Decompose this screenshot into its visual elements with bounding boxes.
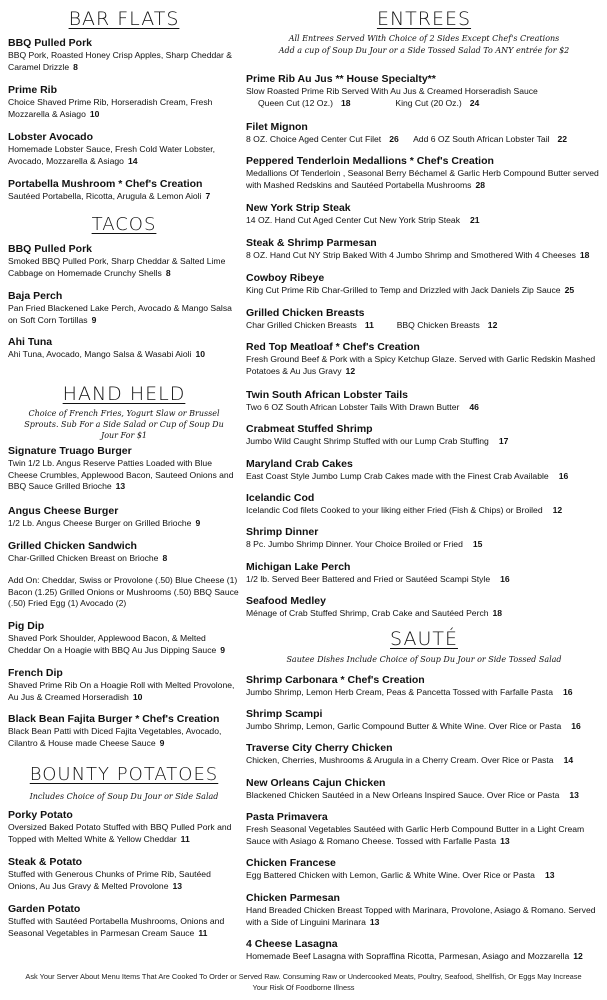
menu-item [246,155,602,191]
item-price: 10 [132,691,143,702]
menu-item [8,667,240,703]
saute-title: SAUTÉ [390,628,458,650]
saute-note: Sautee Dishes Include Choice of Soup Du Jour or Side Tossed Salad [286,655,562,664]
item-name: Peppered Tenderloin Medallions * Chef's Creation [246,155,494,167]
item-price: 9 [220,644,226,655]
item-name: Shrimp Dinner [246,526,319,538]
menu-item [246,389,602,414]
menu-item [246,708,602,733]
item-name: Chicken Francese [246,857,336,869]
menu-item [8,540,240,565]
item-desc: Shaved Pork Shoulder, Applewood Bacon, & Melted Cheddar On a Hoagie with BBQ Au Jus Dipping Sauce [8,633,217,655]
item-desc: 14 OZ. Hand Cut Aged Center Cut New York Strip Steak [246,215,460,225]
menu-item [8,243,240,279]
option-price: 11 [364,320,374,330]
menu-item [246,73,602,109]
menu-item [8,84,240,120]
item-desc: East Coast Style Jumbo Lump Crab Cakes made with the Finest Crab Available [246,471,549,481]
item-name: Signature Truago Burger [8,445,132,457]
item-desc: Shaved Prime Rib On a Hoagie Roll with Melted Provolone, Au Jus & Creamed Horseradish [8,680,235,702]
tacos-title: TACOS [91,214,157,235]
menu-item [246,674,602,699]
item-price: 10 [195,349,206,359]
item-name: Maryland Crab Cakes [246,458,353,470]
menu-item [246,492,602,517]
item-price: 10 [89,108,100,119]
item-price: 14 [127,155,138,166]
item-price: 25 [564,285,575,295]
item-price: 7 [205,191,211,201]
item-name: Shrimp Scampi [246,708,323,720]
item-name: Porky Potato [8,809,73,821]
item-name: Cowboy Ribeye [246,272,325,284]
item-name: Michigan Lake Perch [246,561,351,573]
item-price: 16 [562,687,573,697]
menu-item [246,811,602,847]
option-label: Add 6 OZ South African Lobster Tail [413,134,550,144]
item-desc: Stuffed with Sautéed Portabella Mushrooms, Onions and Seasonal Vegetables in Parmesan Cream Sauce [8,916,225,938]
item-price: 16 [571,721,581,731]
menu-item [8,505,240,530]
menu-item [246,892,602,928]
item-price: 16 [500,574,510,584]
item-desc: Jumbo Shrimp, Lemon Herb Cream, Peas & Pancetta Tossed with Farfalle Pasta [246,687,553,697]
item-price: 9 [195,518,201,528]
item-name: Pig Dip [8,620,45,632]
item-name: Seafood Medley [246,595,326,607]
item-name: Garden Potato [8,903,81,915]
menu-item [246,526,602,551]
menu-item [246,202,602,227]
item-desc: 8 OZ. Hand Cut NY Strip Baked With 4 Jumbo Shrimp and Smothered With 4 Cheeses [246,250,576,260]
option-price: 24 [469,97,480,108]
item-desc: Pan Fried Blackened Lake Perch, Avocado & Mango Salsa on Soft Corn Tortillas [8,303,232,325]
disclaimer-footer: Ask Your Server About Menu Items That Are Cooked To Order or Served Raw. Consuming Raw or Undercooked Meats, Poultry, Seafood, Shellfish, Or Eggs May Increase Your Risk Of Foodborne Illness [25,972,582,992]
item-name: Pasta Primavera [246,811,328,823]
item-name: New Orleans Cajun Chicken [246,777,386,789]
menu-item [246,423,602,448]
item-price: 9 [159,737,165,748]
menu-item [246,857,602,882]
item-desc: Hand Breaded Chicken Breast Topped with Marinara, Provolone, Asiago & Romano. Served with a Side of Linguini Marinara [246,905,596,927]
item-desc: Oversized Baked Potato Stuffed with BBQ Pulled Pork and Topped with Melted White & Yellow Cheddar [8,822,232,844]
item-desc: Stuffed with Generous Chunks of Prime Rib, Sautéed Onions, Au Jus Gravy & Melted Provolone [8,869,211,891]
item-price: 13 [369,916,380,927]
item-name: Black Bean Fajita Burger * Chef's Creation [8,713,220,725]
item-desc: BBQ Pork, Roasted Honey Crisp Apples, Sharp Cheddar & Caramel Drizzle [8,50,233,72]
item-price: 8 [73,61,78,72]
item-price: 8 [165,267,171,278]
item-desc: Choice Shaved Prime Rib, Horseradish Cream, Fresh Mozzarella & Asiago [8,97,213,119]
item-desc: Sautéed Portabella, Ricotta, Arugula & Lemon Aioli [8,191,202,201]
item-price: 16 [558,471,569,481]
item-price: 17 [498,436,509,446]
item-price: 18 [579,250,590,260]
bounty-potatoes-title: BOUNTY POTATOES [29,764,219,785]
item-desc: Ménage of Crab Stuffed Shrimp, Crab Cake and Sautéed Perch [246,608,489,618]
menu-item [8,809,240,845]
item-desc: 1/2 Lb. Angus Cheese Burger on Grilled Brioche [8,518,192,528]
item-name: 4 Cheese Lasagna [246,938,338,950]
item-name: Steak & Potato [8,856,83,868]
item-name: BBQ Pulled Pork [8,243,93,255]
item-price: 46 [469,402,479,412]
item-desc: Jumbo Wild Caught Shrimp Stuffed with our Lump Crab Stuffing [246,436,489,446]
item-price: 13 [500,835,510,846]
menu-item [246,458,602,483]
menu-item [8,290,240,326]
menu-item [246,237,602,262]
add-ons: Add On: Cheddar, Swiss or Provolone (.50) Blue Cheese (1) Bacon (1.25) Grilled Onions or Mushrooms (.50) BBQ Sauce (.50) Fried Egg (1) Avocado (2) [8,575,239,608]
option-label: King Cut (20 Oz.) [395,97,462,108]
item-name: Prime Rib Au Jus ** House Specialty** [246,73,436,85]
item-price: 11 [180,833,190,844]
item-price: 13 [115,481,126,491]
item-price: 21 [470,215,480,225]
hand-held-note: Choice of French Fries, Yogurt Slaw or Brussel Sprouts. Sub For a Side Salad or Cup of Soup Du Jour For $1 [24,409,224,440]
item-desc: Smoked BBQ Pulled Pork, Sharp Cheddar & Salted Lime Cabbage on Homemade Crunchy Shells [8,256,226,278]
item-price: 14 [563,755,574,765]
item-desc: Ahi Tuna, Avocado, Mango Salsa & Wasabi Aioli [8,349,192,359]
item-price: 11 [198,927,208,938]
menu-item [246,341,602,377]
menu-item [246,595,602,620]
item-name: Twin South African Lobster Tails [246,389,408,401]
item-desc: Chicken, Cherries, Mushrooms & Arugula in a Cherry Cream. Over Rice or Pasta [246,755,554,765]
item-desc: Icelandic Cod filets Cooked to your liking either Fried (Fish & Chips) or Broiled [246,505,543,515]
menu-item [246,938,602,963]
item-desc: Egg Battered Chicken with Lemon, Garlic & White Wine. Over Rice or Pasta [246,870,535,880]
menu-item [246,272,602,297]
option-price: 22 [557,134,568,144]
item-price: 26 [389,134,399,144]
item-price: 12 [345,365,356,376]
item-price: 8 [162,553,168,563]
bounty-potatoes-note: Includes Choice of Soup Du Jour or Side Salad [29,792,219,801]
item-price: 12 [573,951,583,961]
menu-item [8,131,240,167]
menu-item [246,121,602,146]
option-label: Queen Cut (12 Oz.) [258,97,333,108]
menu-item [246,307,602,332]
item-name: French Dip [8,667,63,679]
menu-item [8,336,240,361]
item-name: Angus Cheese Burger [8,505,119,517]
menu-item [8,37,240,73]
option-price: 18 [341,97,351,108]
item-desc: King Cut Prime Rib Char-Grilled to Temp and Drizzled with Jack Daniels Zip Sauce [246,285,561,295]
item-price: 13 [544,870,555,880]
item-desc: Medallions Of Tenderloin , Seasonal Berry Béchamel & Garlic Herb Compound Butter served with Mashed Redskins and Sautéed Portabella Mushrooms [246,168,599,190]
item-name: Traverse City Cherry Chicken [246,742,393,754]
item-name: New York Strip Steak [246,202,351,214]
menu-item [246,742,602,767]
menu-item [246,561,602,586]
item-price: 15 [472,539,483,549]
entrees-note-2: Add a cup of Soup Du Jour or a Side Tossed Salad To ANY entrée for $2 [278,46,570,55]
item-name: Chicken Parmesan [246,892,340,904]
item-desc: Homemade Beef Lasagna with Sopraffina Ricotta, Parmesan, Asiago and Mozzarella [246,951,570,961]
item-price: 18 [492,608,503,618]
item-desc: 1/2 lb. Served Beer Battered and Fried or Sautéed Scampi Style [246,574,491,584]
item-desc: Black Bean Patti with Diced Fajita Vegetables, Avocado, Cilantro & House made Cheese Sauce [8,726,222,748]
item-name: BBQ Pulled Pork [8,37,93,49]
entrees-title: ENTREES [376,8,472,30]
menu-item [246,777,602,802]
option-label: BBQ Chicken Breasts [396,320,480,330]
bar-flats-title: BAR FLATS [68,8,180,30]
menu-item [8,445,240,493]
item-price: 28 [475,179,486,190]
item-name: Portabella Mushroom * Chef's Creation [8,178,203,190]
item-desc: Blackened Chicken Sautéed in a New Orleans Inspired Sauce. Over Rice or Pasta [246,790,560,800]
item-desc: Fresh Ground Beef & Pork with a Spicy Ketchup Glaze. Served with Garlic Redskin Mashed Potatoes & Au Jus Gravy [246,354,596,376]
item-name: Baja Perch [8,290,63,302]
item-desc: Char-Grilled Chicken Breast on Brioche [8,553,159,563]
item-name: Grilled Chicken Sandwich [8,540,137,552]
item-price: 12 [552,505,563,515]
item-desc: Fresh Seasonal Vegetables Sautéed with Garlic Herb Compound Butter in a Light Cream Sauce with Asiago & Romano Cheese. Tossed with Farfalle Pasta [246,824,585,846]
item-desc: Two 6 OZ South African Lobster Tails With Drawn Butter [246,402,460,412]
item-desc: Twin 1/2 Lb. Angus Reserve Patties Loaded with Blue Cheese Crumbles, Applewood Bacon, Sauteed Onions and BBQ Sauce Grilled Brioche [8,458,234,491]
entrees-note-1: All Entrees Served With Choice of 2 Sides Except Chef's Creations [288,34,560,43]
item-desc: Homemade Lobster Sauce, Fresh Cold Water Lobster, Avocado, Mozzarella & Asiago [8,144,215,166]
item-name: Grilled Chicken Breasts [246,307,365,319]
item-name: Filet Mignon [246,121,308,133]
item-name: Prime Rib [8,84,58,96]
item-name: Icelandic Cod [246,492,315,504]
item-desc: Slow Roasted Prime Rib Served With Au Jus & Creamed Horseradish Sauce [246,86,538,96]
item-name: Crabmeat Stuffed Shrimp [246,423,373,435]
item-desc: 8 OZ. Choice Aged Center Cut Filet [246,134,382,144]
item-desc: 8 Pc. Jumbo Shrimp Dinner. Your Choice Broiled or Fried [246,539,463,549]
item-desc: Jumbo Shrimp, Lemon, Garlic Compound Butter & White Wine. Over Rice or Pasta [246,721,562,731]
menu-item [8,178,240,203]
menu-item [8,856,240,892]
item-name: Shrimp Carbonara * Chef's Creation [246,674,425,686]
menu-item [8,713,240,749]
item-name: Lobster Avocado [8,131,93,143]
item-price: 9 [91,314,97,325]
item-name: Steak & Shrimp Parmesan [246,237,377,249]
hand-held-title: HAND HELD [62,383,186,405]
item-name: Ahi Tuna [8,336,53,348]
item-name: Red Top Meatloaf * Chef's Creation [246,341,420,353]
item-price: 13 [569,790,579,800]
option-price: 12 [487,320,498,330]
option-label: Char Grilled Chicken Breasts [246,320,357,330]
menu-item [8,620,240,656]
item-price: 13 [172,880,183,891]
menu-item [8,903,240,939]
